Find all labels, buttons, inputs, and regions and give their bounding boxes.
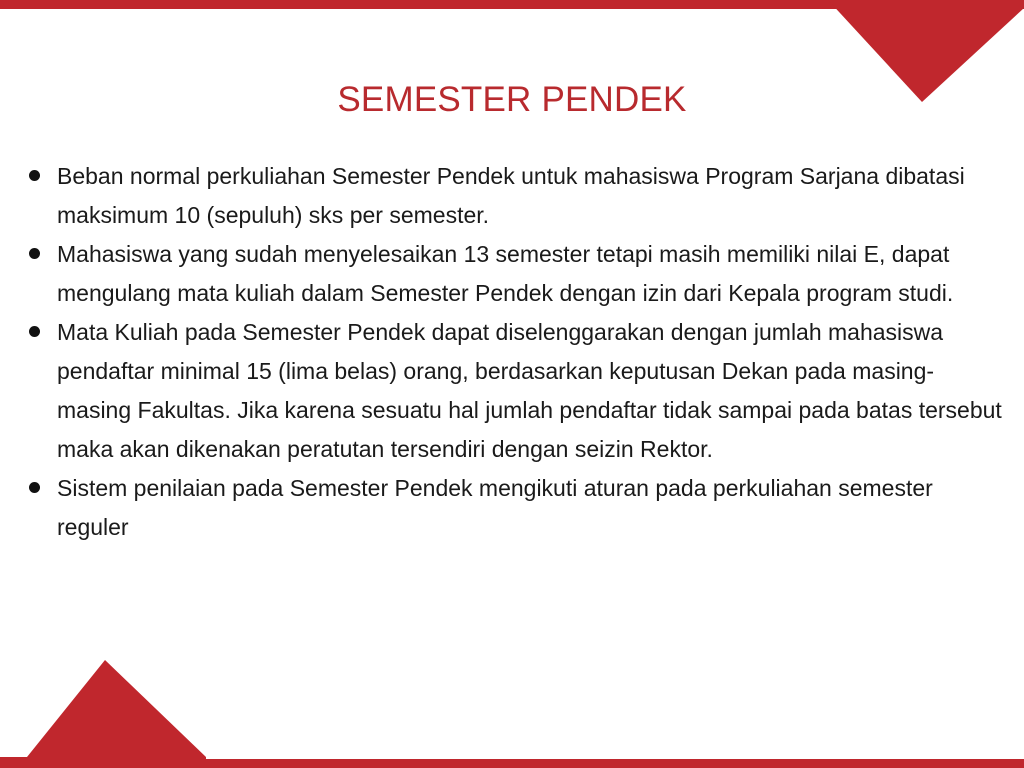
bullet-text: Sistem penilaian pada Semester Pendek mengikuti aturan pada perkuliahan semester reguler [57, 475, 933, 540]
bottom-accent-bar [0, 759, 1024, 768]
bullet-list [26, 157, 1006, 547]
bullet-item [26, 157, 1006, 235]
bullet-item [26, 313, 1006, 469]
bullet-text: Mata Kuliah pada Semester Pendek dapat diselenggarakan dengan jumlah mahasiswa pendaftar minimal 15 (lima belas) orang, berdasarkan keputusan Dekan pada masing-masing Fakultas. Jika karena sesuatu hal jumlah pendaftar tidak sampai pada batas tersebut maka akan dikenakan peratutan tersendiri dengan seizin Rektor. [57, 319, 1002, 462]
bottom-left-triangle [0, 660, 206, 768]
bullet-item [26, 469, 1006, 547]
bullet-dot-icon [29, 170, 40, 181]
slide-title: SEMESTER PENDEK [337, 80, 687, 119]
bullet-item [26, 235, 1006, 313]
bullet-text: Mahasiswa yang sudah menyelesaikan 13 semester tetapi masih memiliki nilai E, dapat mengulang mata kuliah dalam Semester Pendek dengan izin dari Kepala program studi. [57, 241, 954, 306]
bullet-dot-icon [29, 248, 40, 259]
bullet-text: Beban normal perkuliahan Semester Pendek untuk mahasiswa Program Sarjana dibatasi maksimum 10 (sepuluh) sks per semester. [57, 163, 965, 228]
bullet-dot-icon [29, 326, 40, 337]
bullet-dot-icon [29, 482, 40, 493]
top-accent-bar [0, 0, 1024, 9]
